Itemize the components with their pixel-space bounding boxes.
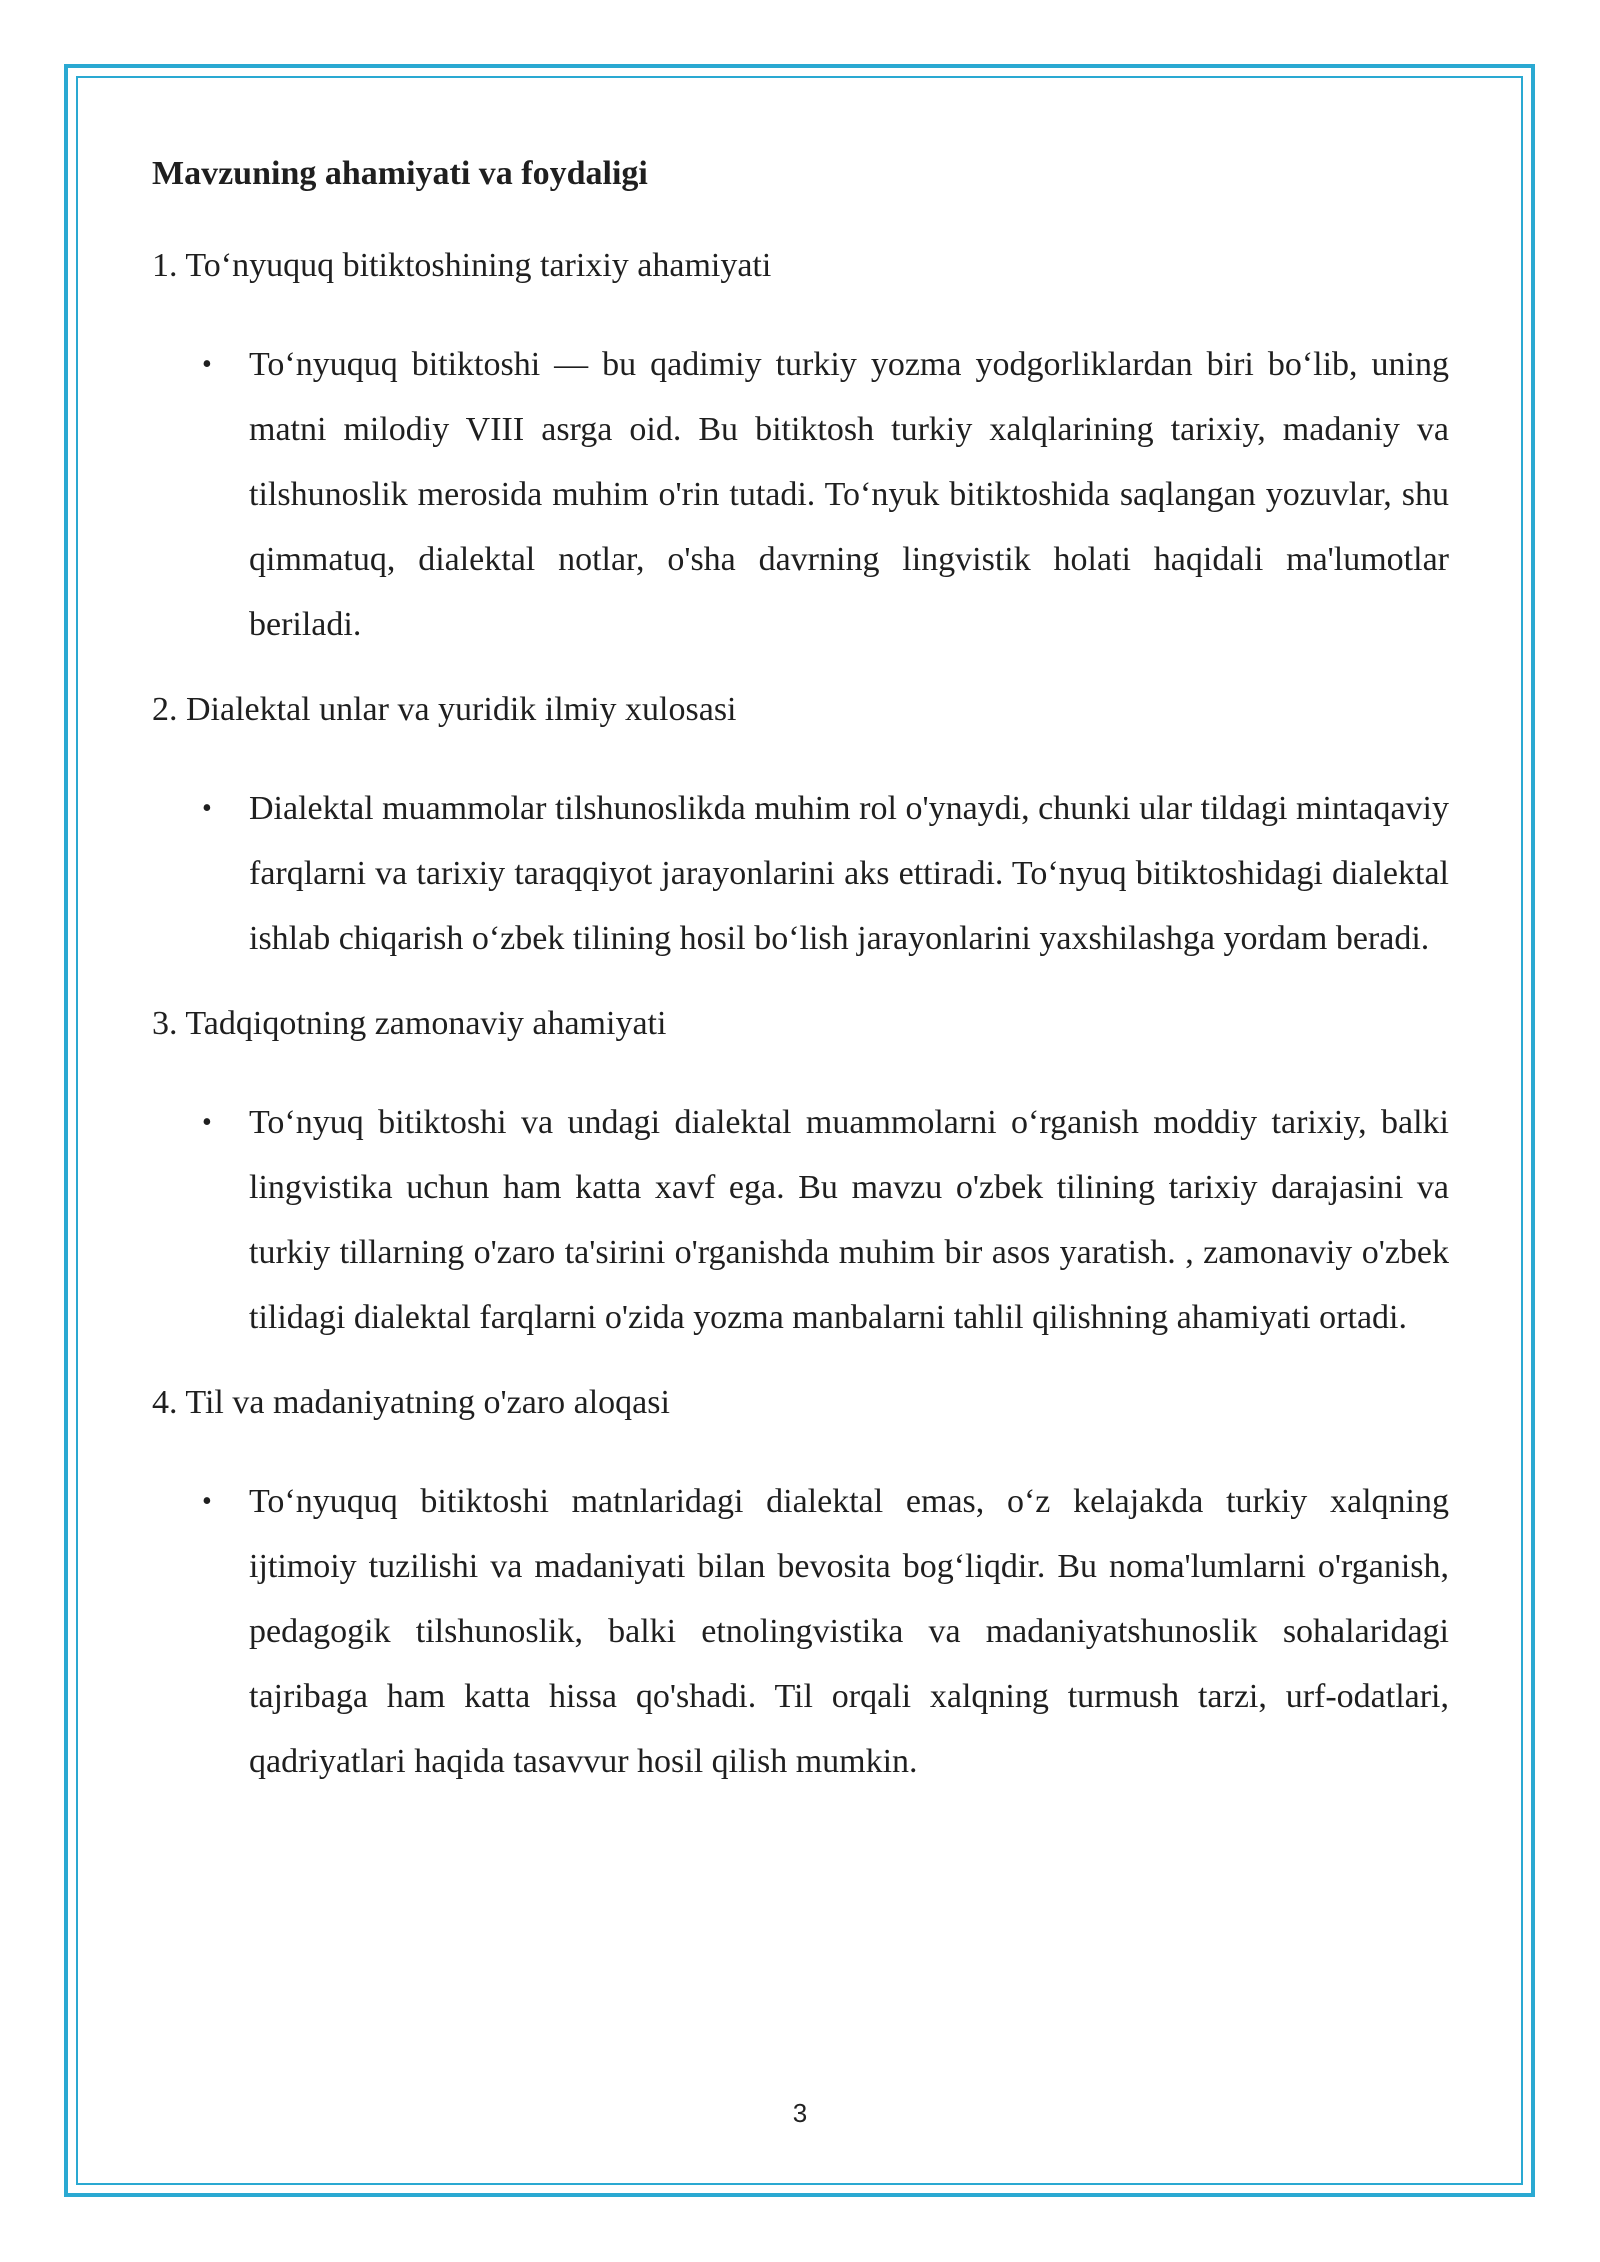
section-3-bullet xyxy=(152,1090,1449,1350)
bullet-icon: • xyxy=(202,1486,212,1517)
section-title-2: 2. Dialektal unlar va yuridik ilmiy xulosasi xyxy=(152,691,737,728)
section-title-4: 4. Til va madaniyatning o'zaro aloqasi xyxy=(152,1384,670,1421)
page-content xyxy=(152,148,1449,1821)
bullet-icon: • xyxy=(202,793,212,824)
section-1-paragraph: To‘nyuquq bitiktoshi — bu qadimiy turkiy yozma yodgorliklardan biri bo‘lib, uning matni milodiy VIII asrga oid. Bu bitiktosh turkiy xalqlarining tarixiy, madaniy va tilshunoslik merosida muhim o'rin tutadi. To‘nyuk bitiktoshida saqlangan yozuvlar, shu qimmatuq, dialektal notlar, o'sha davrning lingvistik holati haqidali ma'lumotlar beriladi. xyxy=(249,346,1449,643)
bullet-icon: • xyxy=(202,1107,212,1138)
document-heading: Mavzuning ahamiyati va foydaligi xyxy=(152,155,648,192)
section-2-bullet xyxy=(152,776,1449,971)
section-2-paragraph: Dialektal muammolar tilshunoslikda muhim rol o'ynaydi, chunki ular tildagi mintaqaviy farqlarni va tarixiy taraqqiyot jarayonlarini aks ettiradi. To‘nyuq bitiktoshidagi dialektal ishlab chiqarish o‘zbek tilining hosil bo‘lish jarayonlarini yaxshilashga yordam beradi. xyxy=(249,790,1449,957)
section-1-bullet xyxy=(152,332,1449,657)
section-title-1: 1. To‘nyuquq bitiktoshining tarixiy ahamiyati xyxy=(152,247,772,284)
section-4-paragraph: To‘nyuquq bitiktoshi matnlaridagi dialektal emas, o‘z kelajakda turkiy xalqning ijtimoiy tuzilishi va madaniyati bilan bevosita bog‘liqdir. Bu noma'lumlarni o'rganish, pedagogik tilshunoslik, balki etnolingvistika va madaniyatshunoslik sohalaridagi tajribaga ham katta hissa qo'shadi. Til orqali xalqning turmush tarzi, urf-odatlari, qadriyatlari haqida tasavvur hosil qilish mumkin. xyxy=(249,1483,1449,1780)
bullet-icon: • xyxy=(202,349,212,380)
section-4-bullet xyxy=(152,1469,1449,1794)
section-3-paragraph: To‘nyuq bitiktoshi va undagi dialektal muammolarni o‘rganish moddiy tarixiy, balki lingvistika uchun ham katta xavf ega. Bu mavzu o'zbek tilining tarixiy darajasini va turkiy tillarning o'zaro ta'sirini o'rganishda muhim bir asos yaratish. , zamonaviy o'zbek tilidagi dialektal farqlarni o'zida yozma manbalarni tahlil qilishning ahamiyati ortadi. xyxy=(249,1104,1449,1336)
section-title-3: 3. Tadqiqotning zamonaviy ahamiyati xyxy=(152,1005,667,1042)
page-number: 3 xyxy=(792,2098,808,2128)
